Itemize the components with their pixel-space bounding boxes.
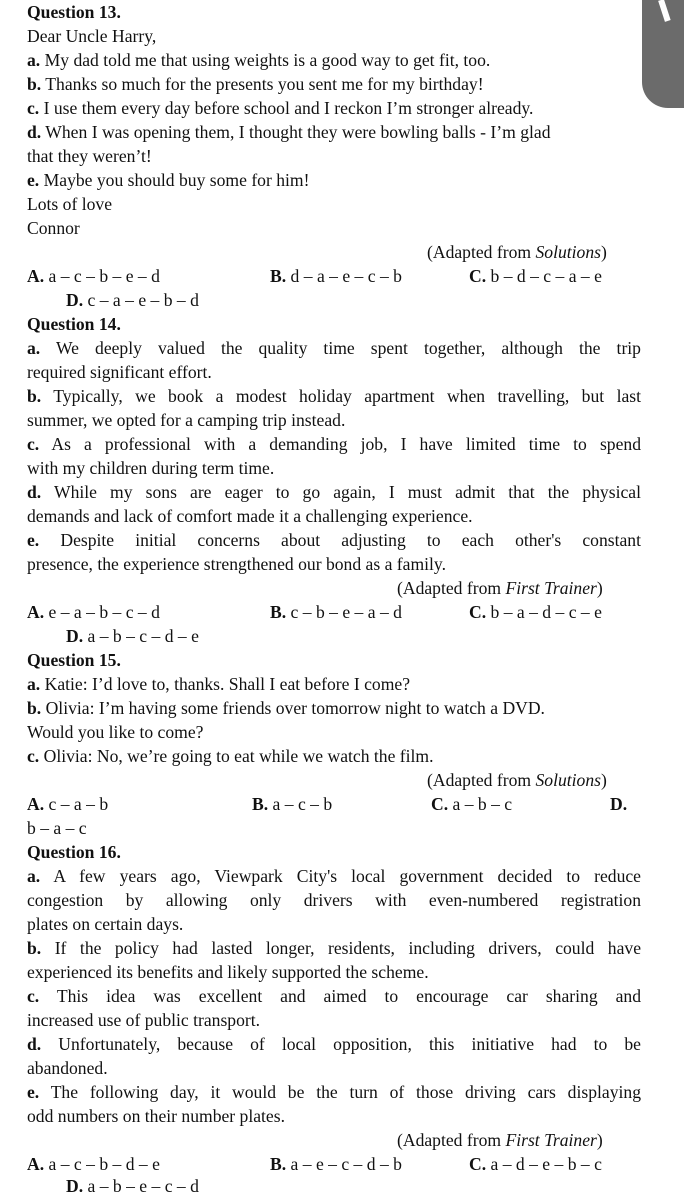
- item-key: c.: [27, 98, 40, 118]
- q13-option-d[interactable]: D. c – a – e – b – d: [66, 290, 199, 310]
- q15-option-d[interactable]: D.: [610, 794, 628, 814]
- q13-line-b: [27, 72, 484, 96]
- q14-line-d: d. While my sons are eager to go again, I must admit that the physical: [27, 482, 641, 502]
- item-text: Thanks so much for the presents you sent me for my birthday!: [45, 74, 484, 94]
- q15-source: (Adapted from Solutions): [427, 770, 607, 790]
- q13-closing: Lots of love: [27, 194, 113, 214]
- item-text: When I was opening them, I thought they were bowling balls - I’m glad: [45, 122, 551, 142]
- q14-line-e: e. Despite initial concerns about adjusting to each other's constant: [27, 530, 641, 550]
- q14-option-b[interactable]: B. c – b – e – a – d: [270, 602, 402, 622]
- q14-source: (Adapted from First Trainer): [397, 578, 603, 598]
- item-key: e.: [27, 170, 40, 190]
- q13-line-d-cont: that they weren’t!: [27, 146, 152, 166]
- item-key: a.: [27, 50, 41, 70]
- q16-title: Question 16.: [27, 842, 121, 862]
- q16-line-d: d. Unfortunately, because of local opposition, this initiative had to be: [27, 1034, 641, 1054]
- q16-line-b-cont: experienced its benefits and likely supported the scheme.: [27, 962, 429, 982]
- q14-line-b-cont: summer, we opted for a camping trip instead.: [27, 410, 346, 430]
- q16-line-b: b. If the policy had lasted longer, residents, including drivers, could have: [27, 938, 641, 958]
- q14-title: Question 14.: [27, 314, 121, 334]
- q13-line-a: [27, 48, 490, 72]
- q13-line-c: [27, 96, 533, 120]
- q16-line-e-cont: odd numbers on their number plates.: [27, 1106, 285, 1126]
- q14-line-c-cont: with my children during term time.: [27, 458, 275, 478]
- q13-source: (Adapted from Solutions): [427, 242, 607, 262]
- item-key: d.: [27, 122, 42, 142]
- q16-line-e: e. The following day, it would be the turn of those driving cars displaying: [27, 1082, 641, 1102]
- q16-line-c: c. This idea was excellent and aimed to encourage car sharing and: [27, 986, 641, 1006]
- q16-line-a-cont2: plates on certain days.: [27, 914, 184, 934]
- item-text: My dad told me that using weights is a good way to get fit, too.: [44, 50, 491, 70]
- q14-line-a-cont: required significant effort.: [27, 362, 212, 382]
- q15-title: Question 15.: [27, 650, 121, 670]
- q13-option-a[interactable]: A. a – c – b – e – d: [27, 266, 160, 286]
- q16-option-b[interactable]: B. a – e – c – d – b: [270, 1154, 402, 1174]
- q13-option-c[interactable]: C. b – d – c – a – e: [469, 266, 602, 286]
- item-text: Maybe you should buy some for him!: [43, 170, 310, 190]
- q16-option-d[interactable]: D. a – b – e – c – d: [66, 1176, 199, 1196]
- q14-option-a[interactable]: A. e – a – b – c – d: [27, 602, 160, 622]
- side-tab[interactable]: [642, 0, 684, 108]
- q15-line-c: c. Olivia: No, we’re going to eat while we watch the film.: [27, 746, 434, 766]
- q16-line-c-cont: increased use of public transport.: [27, 1010, 261, 1030]
- q15-line-b: b. Olivia: I’m having some friends over tomorrow night to watch a DVD.: [27, 698, 545, 718]
- q14-option-c[interactable]: C. b – a – d – c – e: [469, 602, 602, 622]
- q14-line-c: c. As a professional with a demanding job, I have limited time to spend: [27, 434, 641, 454]
- q16-line-a: a. A few years ago, Viewpark City's local government decided to reduce: [27, 866, 641, 886]
- q15-option-d-text[interactable]: b – a – c: [27, 818, 87, 838]
- q13-signature: Connor: [27, 218, 80, 238]
- q16-line-a-cont: congestion by allowing only drivers with even-numbered registration: [27, 890, 641, 910]
- q14-line-d-cont: demands and lack of comfort made it a challenging experience.: [27, 506, 473, 526]
- q14-line-b: b. Typically, we book a modest holiday apartment when travelling, but last: [27, 386, 641, 406]
- q15-option-b[interactable]: B. a – c – b: [252, 794, 333, 814]
- q16-line-d-cont: abandoned.: [27, 1058, 108, 1078]
- q14-line-e-cont: presence, the experience strengthened our bond as a family.: [27, 554, 446, 574]
- q14-line-a: a. We deeply valued the quality time spent together, although the trip: [27, 338, 641, 358]
- q15-line-b-cont: Would you like to come?: [27, 722, 204, 742]
- q13-greeting: Dear Uncle Harry,: [27, 26, 157, 46]
- tab-mark-icon: [658, 0, 671, 22]
- q15-option-c[interactable]: C. a – b – c: [431, 794, 513, 814]
- q16-source: (Adapted from First Trainer): [397, 1130, 603, 1150]
- item-key: b.: [27, 74, 42, 94]
- item-text: I use them every day before school and I reckon I’m stronger already.: [43, 98, 534, 118]
- q13-option-b[interactable]: B. d – a – e – c – b: [270, 266, 402, 286]
- q13-line-d: [27, 120, 551, 144]
- q14-option-d[interactable]: D. a – b – c – d – e: [66, 626, 199, 646]
- q13-title: Question 13.: [27, 2, 121, 22]
- q16-option-c[interactable]: C. a – d – e – b – c: [469, 1154, 602, 1174]
- q15-line-a: a. Katie: I’d love to, thanks. Shall I eat before I come?: [27, 674, 411, 694]
- q16-option-a[interactable]: A. a – c – b – d – e: [27, 1154, 160, 1174]
- q13-line-e: [27, 168, 309, 192]
- q15-option-a[interactable]: A. c – a – b: [27, 794, 109, 814]
